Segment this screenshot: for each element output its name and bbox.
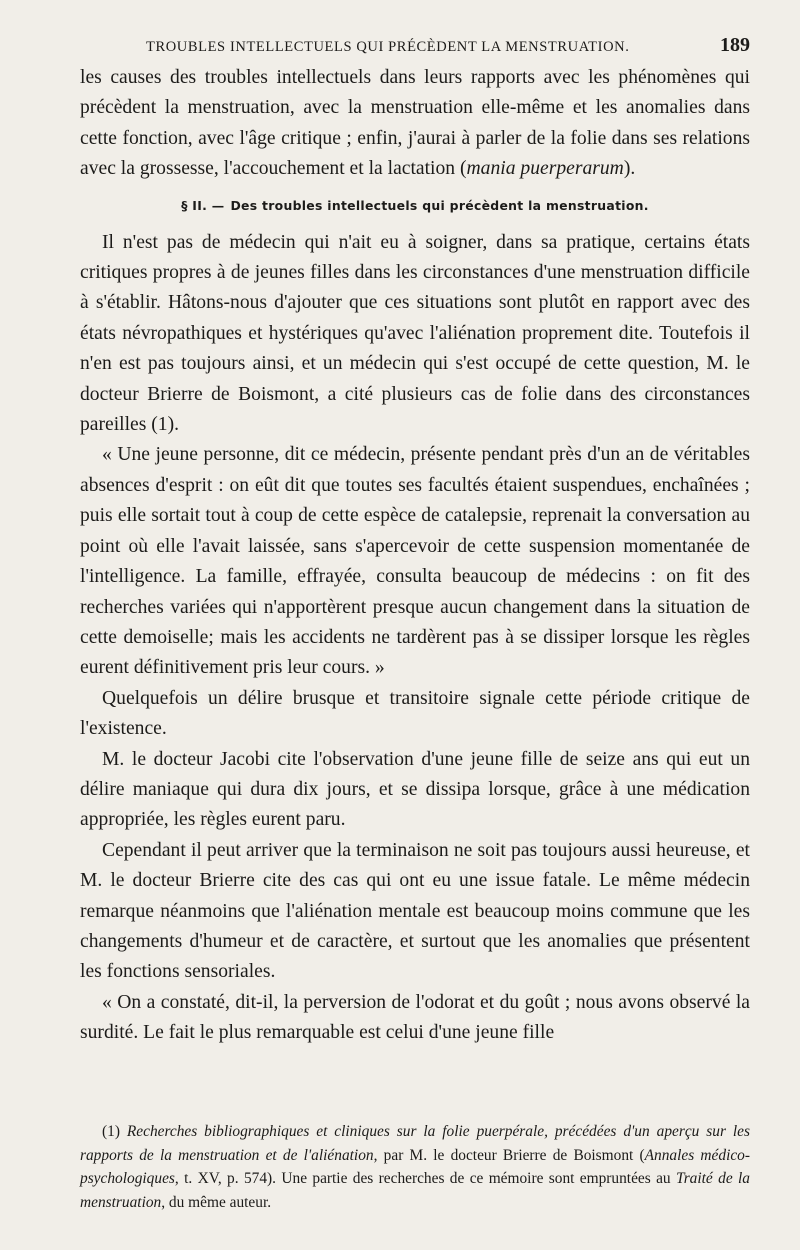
page-number: 189 [720, 34, 750, 56]
running-head [80, 34, 750, 57]
section-number: § II. — [181, 197, 225, 213]
page-body [80, 34, 750, 1049]
footnotes [80, 1120, 750, 1214]
paragraph-4: Quelquefois un délire brusque et transitoire signale cette période critique de l'existence. [80, 687, 750, 740]
paragraph-3: « Une jeune personne, dit ce médecin, présente pendant près d'un an de véritables absences d'esprit : on eût dit que toutes ses facultés étaient suspendues, enchaînées ; puis elle sortait tout à coup de cette espèce de catalepsie, reprenait la conversation au point où elle l'avait laissée, sans s'apercevoir de cette suspension momentanée de l'intelligence. La famille, effrayée, consulta beaucoup de médecins : on fit des recherches variées qui n'apportèrent presque aucun changement dans la situation de cette demoiselle; mais les accidents ne tardèrent pas à se dissiper lorsque les règles eurent définitivement pris leur cours. » [80, 444, 750, 679]
paragraph-1: les causes des troubles intellectuels dans leurs rapports avec les phénomènes qui précèdent la menstruation, avec la menstruation elle-même et les anomalies dans cette fonction, avec l'âge critique ; enfin, j'aurai à parler de la folie dans ses relations avec la grossesse, l'accouchement et la lactation (mania puerperarum). [80, 67, 750, 180]
paragraph-2: Il n'est pas de médecin qui n'ait eu à soigner, dans sa pratique, certains états critiques propres à de jeunes filles dans les circonstances d'une menstruation difficile à s'établir. Hâtons-nous d'ajouter que ces situations sont plutôt en rapport avec des états névropathiques et hystériques qu'avec l'aliénation proprement dite. Toutefois il n'en est pas toujours ainsi, et un médecin qui s'est occupé de cette question, M. le docteur Brierre de Boismont, a cité plusieurs cas de folie dans des circonstances pareilles (1). [80, 231, 750, 436]
running-title: TROUBLES INTELLECTUELS QUI PRÉCÈDENT LA MENSTRUATION. [146, 39, 630, 55]
paragraph-7: « On a constaté, dit-il, la perversion de l'odorat et du goût ; nous avons observé la surdité. Le fait le plus remarquable est celui d'une jeune fille [80, 991, 750, 1044]
paragraph-5: M. le docteur Jacobi cite l'observation d'une jeune fille de seize ans qui eut un délire maniaque qui dura dix jours, et se dissipa lorsque, grâce à une médication appropriée, les règles eurent paru. [80, 748, 750, 831]
section-title: Des troubles intellectuels qui précèdent la menstruation. [230, 197, 649, 213]
footnote-1: (1) Recherches bibliographiques et cliniques sur la folie puerpérale, précédées d'un aperçu sur les rapports de la menstruation et de l'aliénation, par M. le docteur Brierre de Boismont (Annales médico-psychologiques, t. XV, p. 574). Une partie des recherches de ce mémoire sont empruntées au Traité de la menstruation, du même auteur. [80, 1123, 750, 1211]
paragraph-6: Cependant il peut arriver que la terminaison ne soit pas toujours aussi heureuse, et M. le docteur Brierre cite des cas qui ont eu une issue fatale. Le même médecin remarque néanmoins que l'aliénation mentale est beaucoup moins commune que les changements d'humeur et de caractère, et surtout que les anomalies que présentent les fonctions sensoriales. [80, 839, 750, 983]
section-heading [80, 198, 750, 213]
latin-term: mania puerperarum [466, 158, 624, 180]
